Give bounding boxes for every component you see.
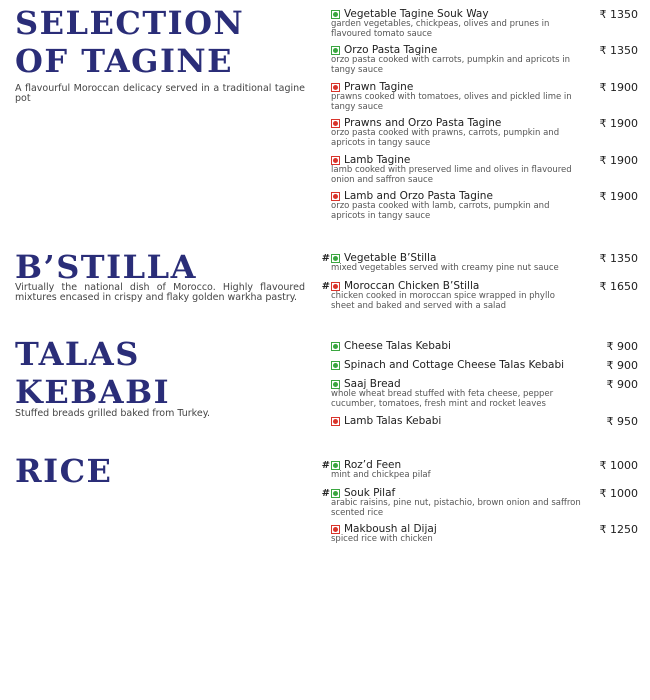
menu-item	[318, 359, 638, 371]
veg-icon	[331, 489, 340, 498]
section-title-line: RICE	[15, 452, 113, 490]
non-veg-icon	[331, 417, 340, 426]
item-description: spiced rice with chicken	[331, 534, 433, 544]
item-description: whole wheat bread stuffed with feta cheese, pepper cucumber, tomatoes, fresh mint and rocket leaves	[331, 389, 554, 409]
special-marker: #	[321, 487, 330, 499]
item-description: garden vegetables, chickpeas, olives and prunes in flavoured tomato sauce	[331, 19, 550, 39]
menu-item	[318, 81, 638, 112]
menu-item	[318, 487, 638, 518]
section-title	[15, 452, 305, 490]
section-header	[15, 452, 305, 490]
item-name: Prawns and Orzo Pasta Tagine	[344, 117, 502, 129]
special-marker: #	[321, 252, 330, 264]
menu-item	[318, 523, 638, 545]
item-name: Spinach and Cottage Cheese Talas Kebabi	[344, 359, 565, 371]
item-price: ₹ 1900	[599, 189, 638, 203]
item-price: ₹ 950	[606, 414, 638, 428]
menu-item	[318, 154, 638, 185]
section-header	[15, 4, 305, 104]
veg-icon	[331, 342, 340, 351]
special-marker: #	[321, 280, 330, 292]
section-title	[15, 248, 305, 286]
veg-icon	[331, 46, 340, 55]
section-title-line: SELECTION	[15, 4, 245, 42]
item-price: ₹ 1000	[599, 458, 638, 472]
item-price: ₹ 1350	[599, 43, 638, 57]
section-title-line: OF TAGINE	[15, 42, 234, 80]
veg-icon	[331, 461, 340, 470]
item-name: Lamb and Orzo Pasta Tagine	[344, 190, 493, 202]
veg-icon	[331, 254, 340, 263]
item-price: ₹ 1350	[599, 7, 638, 21]
item-price: ₹ 1250	[599, 522, 638, 536]
item-name: Roz’d Feen	[344, 459, 402, 471]
item-name: Prawn Tagine	[344, 81, 414, 93]
item-description: prawns cooked with tomatoes, olives and pickled lime in tangy sauce	[331, 92, 572, 112]
menu-item	[318, 459, 638, 481]
section-header	[15, 248, 305, 303]
section-title-line: KEBABI	[15, 373, 171, 411]
section-title-line: B’STILLA	[15, 248, 197, 286]
section-description: A flavourful Moroccan delicacy served in a traditional tagine pot	[15, 83, 305, 104]
item-description: orzo pasta cooked with prawns, carrots, pumpkin and apricots in tangy sauce	[331, 128, 560, 148]
item-name: Souk Pilaf	[344, 487, 396, 499]
item-name: Saaj Bread	[344, 378, 401, 390]
item-price: ₹ 1650	[599, 279, 638, 293]
special-marker: #	[321, 459, 330, 471]
item-price: ₹ 900	[606, 339, 638, 353]
menu-item	[318, 44, 638, 75]
non-veg-icon	[331, 156, 340, 165]
section-title	[15, 335, 305, 411]
item-name: Vegetable Tagine Souk Way	[344, 8, 489, 20]
menu-item	[318, 190, 638, 221]
menu-item	[318, 340, 638, 352]
item-name: Moroccan Chicken B’Stilla	[344, 280, 480, 292]
section-header	[15, 335, 305, 419]
item-description: mint and chickpea pilaf	[331, 470, 431, 480]
item-description: orzo pasta cooked with lamb, carrots, pumpkin and apricots in tangy sauce	[331, 201, 550, 221]
item-name: Vegetable B’Stilla	[344, 252, 437, 264]
menu-item	[318, 415, 638, 427]
item-name: Makboush al Dijaj	[344, 523, 437, 535]
item-name: Orzo Pasta Tagine	[344, 44, 438, 56]
item-description: arabic raisins, pine nut, pistachio, brown onion and saffron scented rice	[331, 498, 581, 518]
item-price: ₹ 900	[606, 358, 638, 372]
item-name: Lamb Tagine	[344, 154, 411, 166]
menu-item	[318, 8, 638, 39]
section-description: Virtually the national dish of Morocco. Highly flavoured mixtures encased in crispy and flaky golden warkha pastry.	[15, 282, 305, 303]
menu-item	[318, 117, 638, 148]
veg-icon	[331, 361, 340, 370]
item-price: ₹ 1000	[599, 486, 638, 500]
non-veg-icon	[331, 83, 340, 92]
veg-icon	[331, 380, 340, 389]
non-veg-icon	[331, 192, 340, 201]
section-description: Stuffed breads grilled baked from Turkey.	[15, 408, 210, 419]
section-title	[15, 4, 305, 80]
item-price: ₹ 1900	[599, 116, 638, 130]
item-price: ₹ 1900	[599, 80, 638, 94]
section-title-line: TALAS	[15, 335, 140, 373]
non-veg-icon	[331, 282, 340, 291]
non-veg-icon	[331, 119, 340, 128]
item-description: lamb cooked with preserved lime and olives in flavoured onion and saffron sauce	[331, 165, 572, 185]
item-price: ₹ 1350	[599, 251, 638, 265]
non-veg-icon	[331, 525, 340, 534]
item-name: Cheese Talas Kebabi	[344, 340, 451, 352]
menu-item	[318, 252, 638, 274]
veg-icon	[331, 10, 340, 19]
item-description: orzo pasta cooked with carrots, pumpkin and apricots in tangy sauce	[331, 55, 571, 75]
item-price: ₹ 1900	[599, 153, 638, 167]
item-price: ₹ 900	[606, 377, 638, 391]
item-description: chicken cooked in moroccan spice wrapped in phyllo sheet and baked and served with a salad	[331, 291, 555, 311]
item-name: Lamb Talas Kebabi	[344, 415, 442, 427]
menu-item	[318, 280, 638, 311]
menu-item	[318, 378, 638, 409]
item-description: mixed vegetables served with creamy pine nut sauce	[331, 263, 559, 273]
